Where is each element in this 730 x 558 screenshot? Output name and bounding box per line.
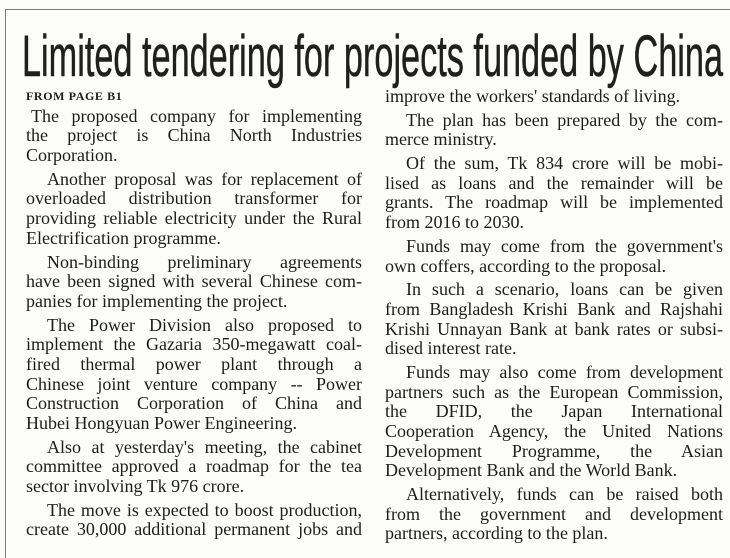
text-line: Funds may also come from development [406,361,723,382]
left-column [26,87,362,540]
text-line: implement the Gazaria 350-megawatt coal- [26,334,362,355]
paragraph [26,438,362,497]
text-line: The proposed company for implementing [31,105,362,126]
text-line: The Power Division also proposed to [47,314,362,335]
text-line: committee approved a roadmap for the tea [26,456,362,477]
text-line: Cooperation Agency, the United Nations [385,421,723,441]
text-line: merce ministry. [385,129,497,150]
text-line: Chinese joint venture company -- Power [26,373,362,394]
text-line: In such a scenario, loans can be given [406,279,723,300]
text-line: fired thermal power plant through a [26,353,362,374]
text-line: partners such as the European Commission, [385,381,723,402]
text-line: Corporation. [26,145,118,166]
text-line: the project is China North Industries [26,125,362,146]
text-line: sector involving Tk 976 crore. [26,476,245,497]
clipping-border-left [5,9,6,558]
text-line: from the government and development [385,503,723,524]
clipping-border-top [5,9,730,10]
text-line: Also at yesterday's meeting, the cabinet [47,436,362,457]
paragraph [385,363,723,481]
paragraph [26,253,362,312]
text-line: Another proposal was for replacement of [47,168,362,189]
text-line: Krishi Unnayan Bank at bank rates or subsi- [385,318,723,339]
headline [22,28,724,92]
text-line: panies for implementing the project. [26,290,288,311]
text-line: dised interest rate. [385,338,517,359]
paragraph [385,237,723,276]
paragraph [385,111,723,150]
text-line: Electrification programme. [26,227,221,248]
right-column [385,87,723,544]
paragraph [26,501,362,540]
text-line: The move is expected to boost production, [47,499,362,520]
text-line: Of the sum, Tk 834 crore will be mobi- [406,153,723,174]
text-line: own coffers, according to the proposal. [385,255,667,276]
text-line: providing reliable electricity under the Rural [26,208,362,229]
text-line: Construction Corporation of China and [26,393,362,414]
dateline: FROM PAGE B1 [26,89,123,103]
text-line: The plan has been prepared by the com- [406,109,723,130]
paragraph [385,280,723,359]
text-line: Development Programme, the Asian [385,440,723,461]
paragraph [385,87,723,107]
text-line: improve the workers' standards of living. [385,86,681,106]
text-line: from 2016 to 2030. [385,212,524,233]
paragraph [26,170,362,249]
text-line: Alternatively, funds can be raised both [406,484,723,505]
paragraph [26,107,362,166]
text-line: lised as loans and the remainder will be [385,172,723,193]
text-line: from Bangladesh Krishi Bank and Rajshahi [385,298,723,319]
headline-text: Limited tendering for projects funded by China [22,28,723,89]
text-line: Non-binding preliminary agreements [47,251,362,272]
text-line: Funds may come from the government's [406,235,723,256]
text-line: have been signed with several Chinese com- [26,271,362,292]
text-line: the DFID, the Japan International [385,401,723,422]
text-line: create 30,000 additional permanent jobs and [26,519,362,540]
paragraph [26,316,362,434]
text-line: partners, according to the plan. [385,523,608,544]
text-line: grants. The roadmap will be implemented [385,192,723,213]
paragraph [385,154,723,233]
paragraph [385,485,723,544]
text-line: Hubei Hongyuan Power Engineering. [26,413,297,433]
text-line: Development Bank and the World Bank. [385,460,678,481]
text-line: overloaded distribution transformer for [26,188,362,209]
